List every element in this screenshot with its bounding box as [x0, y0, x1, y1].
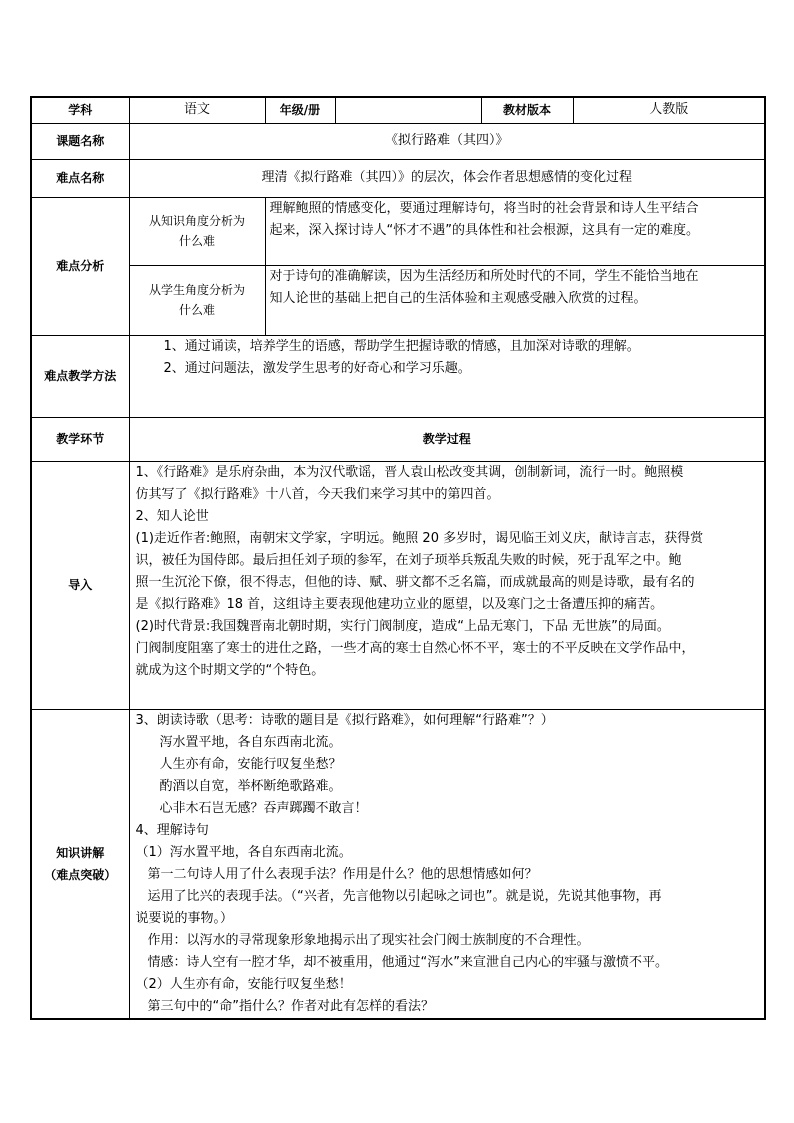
method-row [31, 335, 765, 417]
poem-line: 心非木石岂无感？吞声踯躅不敢言！ [159, 800, 368, 816]
student-angle-label-line: 什么难 [178, 303, 215, 317]
intro-label: 导入 [31, 461, 129, 709]
knowledge-angle-line: 理解鲍照的情感变化，要通过理解诗句，将当时的社会背景和诗人生平结合 [269, 200, 699, 216]
intro-line: 识，被任为国侍郎。最后担任刘子顼的参军，在刘子顼举兵叛乱失败的时候，死于乱军之中。鲍 [135, 552, 682, 568]
method-label: 难点教学方法 [31, 335, 129, 417]
intro-line: (1)走近作者:鲍照，南朝宋文学家，字明远。鲍照 20 多岁时，谒见临王刘义庆，献诗言志，获得赏 [135, 530, 704, 546]
knowledge-angle-label [129, 197, 265, 265]
knowledge-angle-label-line: 什么难 [178, 234, 215, 248]
stage-column-header: 教学环节 [31, 417, 129, 461]
header-row [31, 97, 765, 123]
intro-text [129, 461, 765, 709]
difficulty-value: 理清《拟行路难（其四）》的层次，体会作者思想感情的变化过程 [129, 159, 765, 197]
knowledge-line: 3、朗读诗歌（思考：诗歌的题目是《拟行路难》，如何理解“行路难”？） [135, 712, 554, 728]
lesson-row [31, 123, 765, 159]
process-header-row [31, 417, 765, 461]
intro-line: 门阀制度阻塞了寒士的进仕之路，一些才高的寒士自然心怀不平，寒士的不平反映在文学作品中， [135, 640, 695, 656]
knowledge-label-line: （难点突破） [44, 867, 117, 882]
knowledge-angle-label-line: 从知识角度分析为 [148, 214, 245, 228]
student-angle-line: 对于诗句的准确解读，因为生活经历和所处时代的不同，学生不能恰当地在 [269, 268, 699, 284]
subject-label: 学科 [31, 97, 129, 123]
knowledge-line: （2）人生亦有命，安能行叹复坐愁！ [135, 976, 352, 992]
knowledge-line: 第一二句诗人用了什么表现手法？作用是什么？他的思想情感如何？ [147, 866, 538, 882]
edition-value: 人教版 [573, 97, 765, 123]
intro-line: (2)时代背景:我国魏晋南北朝时期，实行门阀制度，造成“上品无寒门，下品 无世族”的局面。 [135, 618, 670, 634]
lesson-plan-sheet [30, 96, 764, 1020]
analysis-label: 难点分析 [31, 197, 129, 335]
knowledge-line: 作用：以泻水的寻常现象形象地揭示出了现实社会门阀士族制度的不合理性。 [147, 932, 590, 948]
intro-line: 仿其写了《拟行路难》十八首，今天我们来学习其中的第四首。 [135, 486, 500, 502]
intro-line: 2、知人论世 [135, 508, 209, 524]
poem-line: 人生亦有命，安能行叹复坐愁？ [159, 756, 342, 772]
process-column-header: 教学过程 [129, 417, 765, 461]
knowledge-line: 说要说的事物。） [135, 910, 234, 926]
knowledge-angle-text [265, 197, 765, 265]
difficulty-label: 难点名称 [31, 159, 129, 197]
grade-value [335, 97, 481, 123]
student-angle-text [265, 265, 765, 335]
knowledge-text [129, 709, 765, 1019]
poem-line: 酌酒以自宽，举杯断绝歌路难。 [159, 778, 342, 794]
knowledge-line: （1）泻水置平地，各自东西南北流。 [135, 844, 352, 860]
intro-line: 就成为这个时期文学的“个特色。 [135, 662, 325, 678]
knowledge-label [31, 709, 129, 1019]
edition-label: 教材版本 [481, 97, 573, 123]
student-angle-line: 知人论世的基础上把自己的生活体验和主观感受融入欣赏的过程。 [269, 290, 647, 306]
method-item: 2、通过问题法，激发学生思考的好奇心和学习乐趣。 [163, 360, 471, 376]
difficulty-row [31, 159, 765, 197]
grade-label: 年级/册 [265, 97, 335, 123]
intro-line: 1、《行路难》是乐府杂曲，本为汉代歌谣，晋人袁山松改变其调，创制新词，流行一时。鲍照模 [135, 464, 684, 480]
knowledge-line: 运用了比兴的表现手法。（“兴者，先言他物以引起咏之词也”。就是说，先说其他事物，再 [147, 888, 662, 904]
method-item: 1、通过诵读，培养学生的语感，帮助学生把握诗歌的情感，且加深对诗歌的理解。 [163, 338, 640, 354]
lesson-label: 课题名称 [31, 123, 129, 159]
knowledge-label-line: 知识讲解 [56, 845, 105, 860]
knowledge-line: 第三句中的“命”指什么？作者对此有怎样的看法？ [147, 998, 434, 1014]
method-text [129, 335, 765, 417]
analysis-student-row [31, 265, 765, 335]
knowledge-angle-line: 起来，深入探讨诗人“怀才不遇”的具体性和社会根源，这具有一定的难度。 [269, 222, 699, 238]
poem-line: 泻水置平地，各自东西南北流。 [159, 734, 342, 750]
knowledge-line: 情感：诗人空有一腔才华，却不被重用，他通过“泻水”来宣泄自己内心的牢骚与激愤不平。 [147, 954, 668, 970]
lesson-plan-table [30, 96, 766, 1020]
intro-line: 是《拟行路难》18 首，这组诗主要表现他建功立业的愿望，以及寒门之士备遭压抑的痛苦。 [135, 596, 664, 612]
analysis-knowledge-row [31, 197, 765, 265]
intro-line: 照一生沉沦下僚，很不得志，但他的诗、赋、骈文都不乏名篇，而成就最高的则是诗歌，最有名的 [135, 574, 695, 590]
knowledge-row [31, 709, 765, 1019]
student-angle-label [129, 265, 265, 335]
knowledge-line: 4、理解诗句 [135, 822, 209, 838]
intro-row [31, 461, 765, 709]
subject-value: 语文 [129, 97, 265, 123]
student-angle-label-line: 从学生角度分析为 [148, 283, 245, 297]
lesson-value: 《拟行路难（其四）》 [129, 123, 765, 159]
